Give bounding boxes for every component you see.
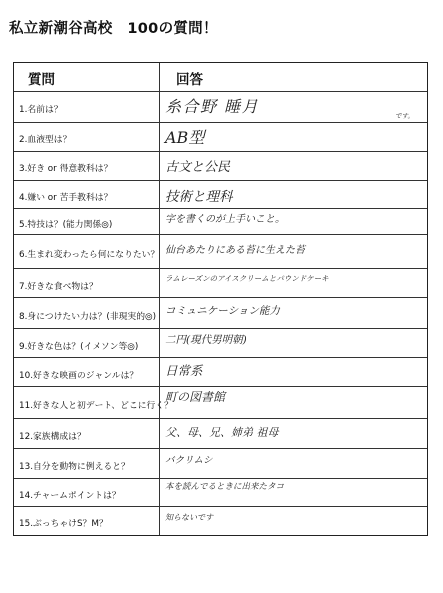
answer-handwriting: 糸合野 睡月 <box>165 97 260 116</box>
answer-handwriting: 知らないです <box>165 513 213 522</box>
table-row <box>14 357 427 387</box>
page-title: 私立新潮谷高校 100の質問！ <box>9 21 218 37</box>
question-text: 12.家族構成は？ <box>19 432 86 442</box>
table-row <box>14 506 427 537</box>
answer-handwriting: ラムレーズンのアイスクリームとパウンドケーキ <box>165 274 329 283</box>
answer-handwriting: 日常系 <box>165 363 203 378</box>
question-text: 9.好きな色は？(イメソン等◎) <box>19 342 139 352</box>
question-text: 10.好きな映画のジャンルは？ <box>19 371 139 381</box>
table-row <box>14 386 427 419</box>
table-row <box>14 448 427 479</box>
header-answer: 回答 <box>176 72 203 88</box>
answer-handwriting: AB型 <box>165 128 205 147</box>
table-row <box>14 478 427 507</box>
question-text: 6.生まれ変わったら何になりたい？ <box>19 250 160 260</box>
question-text: 13.自分を動物に例えると？ <box>19 462 130 472</box>
answer-handwriting: 技術と理科 <box>165 189 233 205</box>
question-text: 1.名前は？ <box>19 105 63 115</box>
table-row <box>14 91 427 123</box>
answer-handwriting: 町の図書館 <box>165 390 226 404</box>
answer-handwriting: コミュニケーション能力 <box>165 305 280 317</box>
question-text: 11.好きな人と初デート、どこに行く？ <box>19 401 173 411</box>
table-row <box>14 180 427 209</box>
answer-note: です。 <box>395 112 414 120</box>
question-text: 2.血液型は？ <box>19 135 72 145</box>
table-row <box>14 208 427 235</box>
answer-handwriting: 字を書くのが上手いこと。 <box>165 214 285 225</box>
answer-handwriting: 父、母、兄、姉弟 祖母 <box>165 426 279 439</box>
question-text: 3.好き or 得意教科は？ <box>19 164 113 174</box>
answer-handwriting: 仙台あたりにある苔に生えた苔 <box>165 245 305 256</box>
answer-handwriting: バクリムシ <box>165 455 213 466</box>
header-question: 質問 <box>28 72 55 88</box>
question-sheet <box>13 62 428 536</box>
question-text: 8.身につけたい力は？(非現実的◎) <box>19 312 157 322</box>
table-row <box>14 151 427 181</box>
answer-handwriting: 二円(現代男明朝) <box>165 334 247 346</box>
question-text: 4.嫌い or 苦手教科は？ <box>19 193 113 203</box>
table-row <box>14 122 427 152</box>
table-row <box>14 297 427 329</box>
question-text: 5.特技は？(能力関係◎) <box>19 220 113 230</box>
question-text: 7.好きな食べ物は？ <box>19 282 98 292</box>
answer-handwriting: 古文と公民 <box>165 160 231 175</box>
table-row <box>14 418 427 449</box>
question-text: 15.ぶっちゃけS？M？ <box>19 519 108 529</box>
table-row <box>14 328 427 358</box>
question-text: 14.チャームポイントは？ <box>19 491 121 501</box>
answer-handwriting: 本を読んでるときに出来たタコ <box>165 482 285 492</box>
table-row <box>14 268 427 298</box>
table-row <box>14 234 427 269</box>
